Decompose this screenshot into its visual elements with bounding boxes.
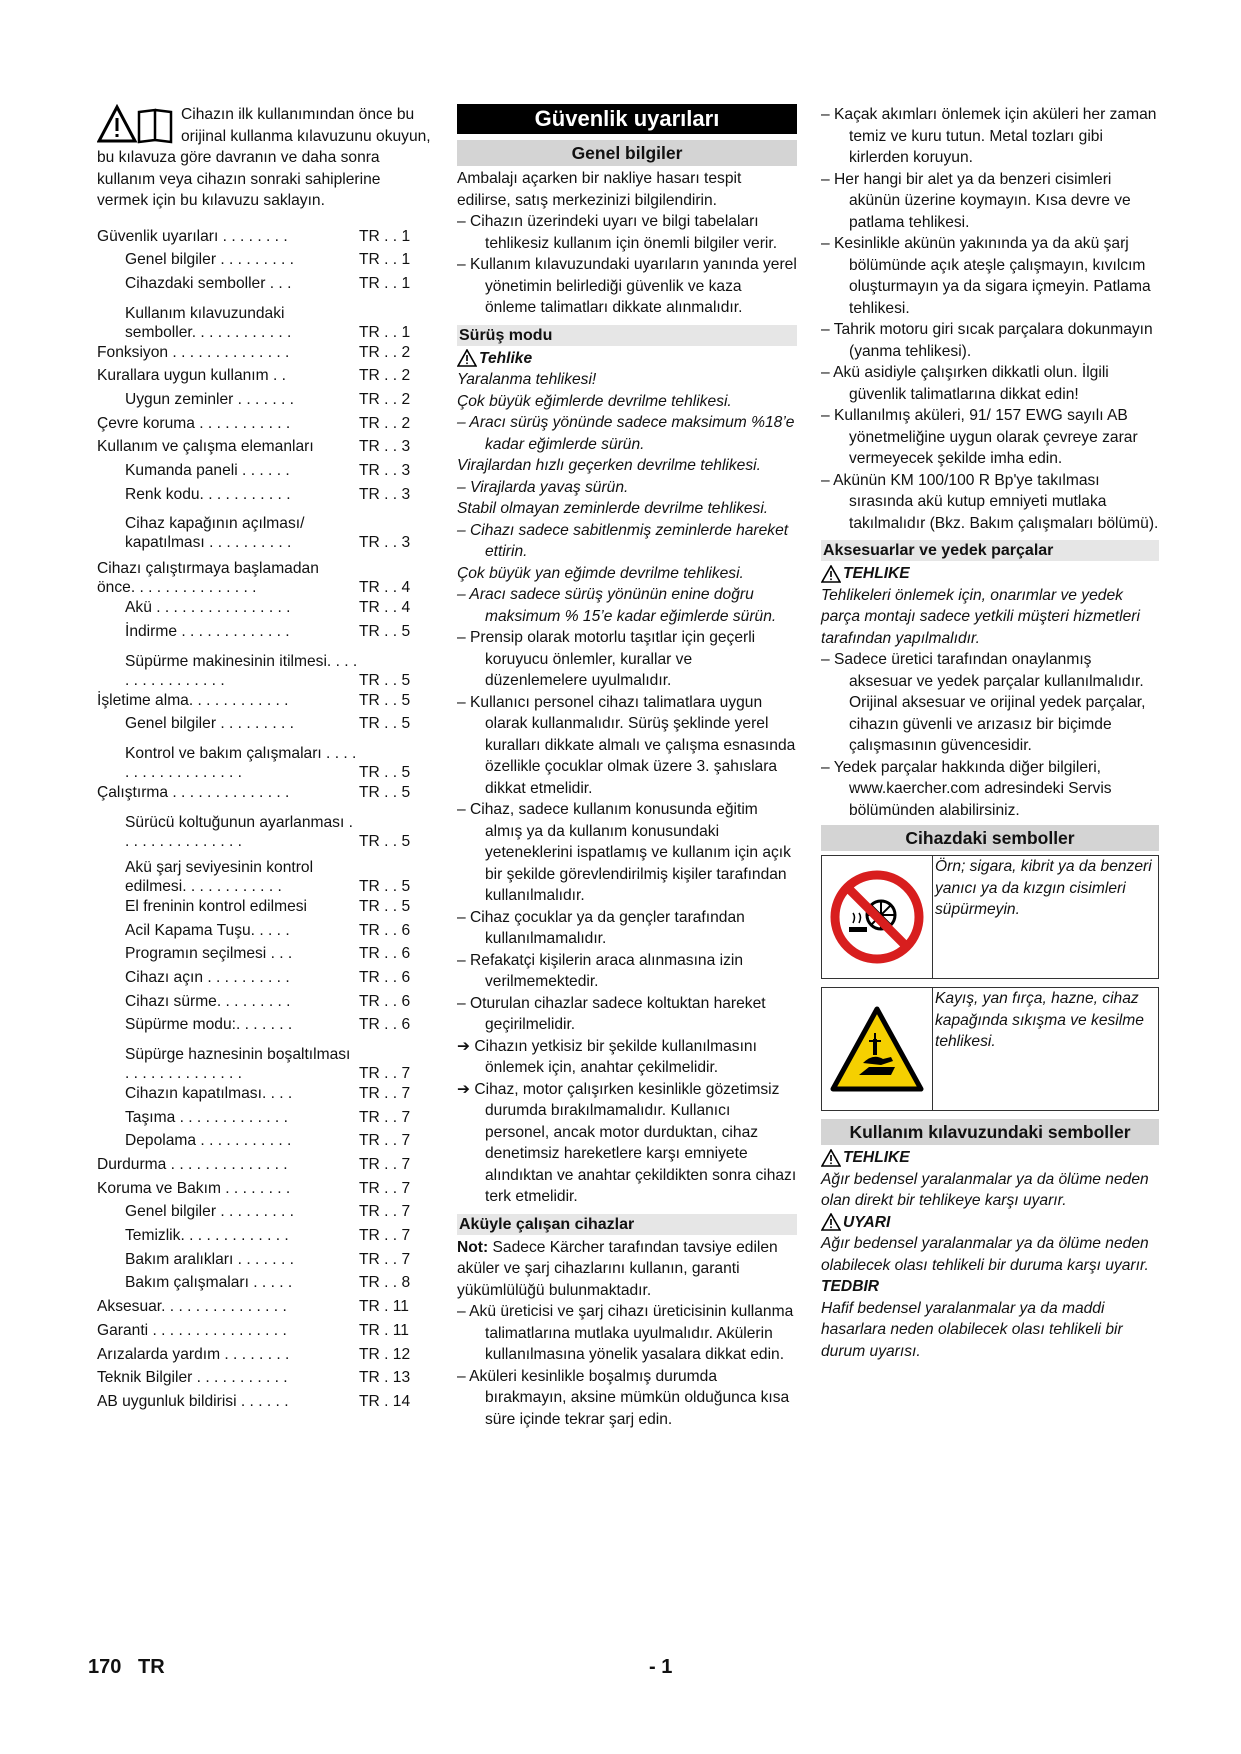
list-item: Çok büyük eğimlerde devrilme tehlikesi.: [457, 392, 732, 410]
toc-title: Koruma ve Bakım . . . . . . . .: [97, 1179, 291, 1197]
toc-entry: [97, 1249, 433, 1273]
toc-page: TR . . 3: [359, 438, 411, 456]
toc-title: Kullanım kılavuzundaki semboller. . . . . . . . . . . .: [125, 304, 292, 341]
toc-entry: [97, 365, 433, 389]
toc-title: Bakım çalışmaları . . . . .: [125, 1274, 293, 1292]
toc-entry: [97, 297, 433, 342]
drive-mode-list: [457, 369, 797, 1208]
toc-title: Kullanım ve çalışma elemanları: [97, 438, 314, 456]
heading-battery-devices: Aküyle çalışan cihazlar: [457, 1214, 797, 1235]
toc-page: TR . . 1: [359, 323, 411, 341]
list-item: – Kaçak akımları önlemek için aküleri her zaman temiz ve kuru tutun. Metal tozları gibi kirlerden koruyun.: [821, 106, 1157, 166]
danger-label: Tehlike: [457, 348, 797, 370]
toc-entry: [97, 389, 433, 413]
toc-page: TR . . 3: [359, 462, 411, 479]
toc-entry: [97, 413, 433, 437]
symbol-row: [821, 987, 1159, 1111]
toc-entry: [97, 342, 433, 366]
toc-entry: [97, 1367, 433, 1391]
no-burning-objects-icon: [822, 856, 933, 978]
caution-label: TEDBIR: [821, 1278, 880, 1295]
list-item: – Aracı sürüş yönünde sadece maksimum %18’e kadar eğimlerde sürün.: [457, 414, 795, 453]
warning-triangle-icon: [821, 1213, 841, 1231]
toc-page: TR . . 3: [359, 534, 411, 552]
toc-title: Taşıma . . . . . . . . . . . . .: [125, 1108, 288, 1126]
list-item: – Akü asidiyle çalışırken dikkatli olun. İlgili güvenlik talimatlarına dikkat edin!: [821, 364, 1109, 403]
toc-entry: [97, 1083, 433, 1107]
toc-title: Akü şarj seviyesinin kontrol edilmesi. . . . . . . . . . . .: [125, 858, 314, 895]
heading-accessories: Aksesuarlar ve yedek parçalar: [821, 540, 1159, 561]
toc-title: AB uygunluk bildirisi . . . . . .: [97, 1392, 289, 1410]
toc-page: TR . . 7: [359, 1064, 411, 1082]
list-item: – Kullanıcı personel cihazı talimatlara uygun olarak kullanmalıdır. Sürüş şeklinde yerel kuralları dikkate almalı ve çalışma esnasında özellikle çocuklar olmak üzere 3. şahıslara dikkat etmelidir.: [457, 693, 796, 797]
toc-page: TR . . 7: [359, 1203, 411, 1221]
toc-entry: [97, 806, 433, 851]
list-item: – Tahrik motoru giri sıcak parçalara dokunmayın (yanma tehlikesi).: [821, 321, 1153, 360]
warning-description: Ağır bedensel yaralanmalar ya da ölüme neden olabilecek olası tehlikeli bir duruma karşı uyarır.: [821, 1235, 1149, 1274]
toc-page: TR . . 6: [359, 921, 411, 939]
toc-entry: [97, 1130, 433, 1154]
toc-title: Uygun zeminler . . . . . . .: [125, 390, 294, 408]
toc-page: TR . . 3: [359, 485, 411, 503]
toc-page: TR . 11: [359, 1321, 409, 1339]
toc-title: Programın seçilmesi . . .: [125, 945, 293, 963]
toc-title: Süpürge haznesinin boşaltılması . . . . . . . . . . . . . .: [125, 1045, 351, 1082]
toc-title: İndirme . . . . . . . . . . . . .: [125, 623, 290, 641]
toc-title: Teknik Bilgiler . . . . . . . . . . .: [97, 1369, 288, 1387]
toc-title: Garanti . . . . . . . . . . . . . . . .: [97, 1321, 287, 1339]
toc-entry: [97, 1272, 433, 1296]
toc-page: TR . . 1: [359, 227, 411, 245]
toc-entry: [97, 1320, 433, 1344]
instruction-item: ➔ Cihaz, motor çalışırken kesinlikle gözetimsiz durumda bırakılmamalıdır. Kullanıcı personel, ancak motor durduktan, cihaz denetimsiz hareketlere karşı emniyete alındıktan ve anahtar çekildikten sonra cihazı terk etmelidir.: [457, 1080, 797, 1205]
toc-entry: [97, 713, 433, 737]
toc-entry: [97, 1201, 433, 1225]
crush-hazard-icon: [822, 988, 933, 1110]
list-item: Stabil olmayan zeminlerde devrilme tehlikesi.: [457, 500, 769, 517]
toc-page: TR . . 5: [359, 897, 411, 915]
toc-page: TR . . 5: [359, 715, 411, 733]
section-title: Güvenlik uyarıları: [457, 104, 797, 134]
toc-title: Cihazın kapatılması. . . .: [125, 1084, 293, 1102]
toc-title: Çalıştırma . . . . . . . . . . . . . .: [97, 784, 290, 802]
toc-page: TR . . 5: [359, 784, 411, 802]
toc-page: TR . . 2: [359, 343, 411, 361]
toc-page: TR . . 1: [359, 251, 411, 269]
list-item: – Cihaz, sadece kullanım konusunda eğitim almış ya da kullanım konusundaki yeteneklerini ispatlamış ve kullanım için açık bir şekilde görevlendirilmiş kişiler tarafından kullanılmalıdır.: [457, 801, 791, 904]
toc-title: Sürücü koltuğunun ayarlanması . . . . . . . . . . . . . . .: [125, 813, 353, 850]
list-item: – Sadece üretici tarafından onaylanmış aksesuar ve yedek parçalar kullanılmalıdır. Orijinal aksesuar ve orijinal yedek parçalar, cihazın güvenli ve arızasız bir biçimde çalışmasının güvencesidir.: [821, 651, 1146, 754]
heading-drive-mode: Sürüş modu: [457, 325, 797, 346]
toc-page: TR . . 4: [359, 599, 411, 617]
toc-title: Süpürme makinesinin itilmesi. . . . . . . . . . . . . . . .: [125, 652, 358, 689]
toc-page: TR . . 7: [359, 1156, 411, 1173]
toc-title: Temizlik. . . . . . . . . . . . .: [125, 1227, 289, 1245]
column-battery-symbols: [821, 104, 1159, 1362]
toc-entry: [97, 1107, 433, 1131]
toc-title: Kurallara uygun kullanım . .: [97, 367, 286, 385]
list-item: – Cihazın üzerindeki uyarı ve bilgi tabelaları tehlikesiz kullanım için önemli bilgiler verir.: [457, 213, 778, 252]
intro-paragraph: Cihazın ilk kullanımından önce bu orijinal kullanma kılavuzunu okuyun, bu kılavuza göre davranın ve daha sonra kullanım veya cihazın sonraki sahiplerine vermek için bu kılavuzu saklayın.: [97, 106, 431, 209]
table-of-contents: [97, 226, 433, 1415]
toc-page: TR . . 5: [359, 671, 411, 689]
list-item: – Cihazı sadece sabitlenmiş zeminlerde hareket ettirin.: [457, 521, 789, 560]
toc-title: Durdurma . . . . . . . . . . . . . .: [97, 1156, 288, 1173]
toc-page: TR . . 7: [359, 1179, 411, 1197]
toc-title: Genel bilgiler . . . . . . . . .: [125, 1203, 294, 1221]
toc-title: Acil Kapama Tuşu. . . . .: [125, 921, 290, 939]
general-paragraph: Ambalajı açarken bir nakliye hasarı tespit edilirse, satış merkezinizi bilgilendirin.: [457, 170, 742, 209]
toc-entry: [97, 460, 433, 484]
warning-triangle-icon: [821, 1149, 841, 1167]
list-item: – Refakatçi kişilerin araca alınmasına izin verilmemektedir.: [457, 951, 744, 990]
toc-title: Cihazdaki semboller . . .: [125, 274, 292, 292]
toc-entry: [97, 1296, 433, 1320]
list-item: – Kullanılmış aküleri, 91/ 157 EWG sayılı AB yönetmeliğine uygun olarak çevreye zarar vermeyecek şekilde imha edin.: [821, 407, 1138, 467]
list-item: – Aracı sadece sürüş yönünün enine doğru maksimum % 15’e kadar eğimlerde sürün.: [457, 586, 777, 625]
list-item: Çok büyük yan eğimde devrilme tehlikesi.: [457, 564, 744, 582]
warning-triangle-icon: [821, 565, 841, 583]
toc-title: Aksesuar. . . . . . . . . . . . . . .: [97, 1298, 287, 1316]
toc-entry: [97, 896, 433, 920]
toc-entry: [97, 484, 433, 508]
toc-title: Cihazı sürme. . . . . . . . .: [125, 992, 291, 1010]
toc-page: TR . . 7: [359, 1084, 411, 1102]
toc-page: TR . . 7: [359, 1227, 411, 1245]
toc-entry: [97, 249, 433, 273]
toc-page: TR . . 5: [359, 877, 411, 895]
toc-entry: [97, 1014, 433, 1038]
warning-label: UYARI: [821, 1212, 1159, 1234]
toc-page: TR . 11: [359, 1298, 409, 1316]
toc-title: Renk kodu. . . . . . . . . . .: [125, 485, 291, 503]
column-toc: [97, 104, 433, 1415]
danger-label: TEHLIKE: [821, 563, 1159, 585]
toc-title: Cihaz kapağının açılması/ kapatılması . . . . . . . . . .: [125, 515, 305, 552]
list-item: – Virajlarda yavaş sürün.: [457, 478, 629, 496]
toc-entry: [97, 552, 433, 597]
toc-page: TR . . 5: [359, 691, 411, 709]
accessories-warning: Tehlikeleri önlemek için, onarımlar ve yedek parça montajı sadece yetkili müşteri hizmetleri tarafından yapılmalıdır.: [821, 586, 1140, 647]
toc-entry: [97, 690, 433, 714]
heading-device-symbols: Cihazdaki semboller: [821, 825, 1159, 851]
toc-page: TR . . 8: [359, 1274, 411, 1292]
toc-page: TR . . 1: [359, 274, 411, 292]
danger-label: TEHLIKE: [821, 1147, 1159, 1169]
toc-title: El freninin kontrol edilmesi: [125, 897, 308, 915]
toc-page: TR . . 2: [359, 390, 411, 408]
toc-page: TR . . 7: [359, 1250, 411, 1268]
toc-title: Akü . . . . . . . . . . . . . . . .: [125, 599, 291, 617]
toc-entry: [97, 1154, 433, 1178]
toc-entry: [97, 851, 433, 896]
list-item: – Prensip olarak motorlu taşıtlar için geçerli koruyucu önlemler, kurallar ve düzenlemelere uyulmalıdır.: [457, 629, 756, 689]
toc-page: TR . . 5: [359, 623, 411, 641]
toc-title: Depolama . . . . . . . . . . .: [125, 1132, 292, 1150]
toc-title: İşletime alma. . . . . . . . . . . .: [97, 691, 289, 709]
toc-entry: [97, 1391, 433, 1415]
toc-page: TR . . 6: [359, 1016, 411, 1034]
toc-entry: [97, 226, 433, 250]
toc-title: Kumanda paneli . . . . . .: [125, 462, 290, 479]
sub-page-number: - 1: [649, 1656, 673, 1678]
toc-title: Genel bilgiler . . . . . . . . .: [125, 251, 294, 269]
toc-title: Genel bilgiler . . . . . . . . .: [125, 715, 294, 733]
heading-manual-symbols: Kullanım kılavuzundaki semboller: [821, 1119, 1159, 1145]
toc-page: TR . . 6: [359, 968, 411, 986]
toc-title: Süpürme modu:. . . . . . .: [125, 1016, 293, 1034]
list-item: – Akü üreticisi ve şarj cihazı üreticisinin kullanma talimatlarına mutlaka uyulmalıdır. Akülerin kullanılmasına yönelik yasalara dikkat edin.: [457, 1303, 794, 1363]
list-item: – Akünün KM 100/100 R Bp'ye takılması sırasında akü kutup emniyeti mutlaka takılmalıdır (Bkz. Bakım çalışmaları bölümü).: [821, 471, 1159, 532]
toc-page: TR . . 7: [359, 1132, 411, 1150]
toc-entry: [97, 782, 433, 806]
toc-page: TR . 13: [359, 1369, 411, 1387]
note-paragraph: Not: Sadece Kärcher tarafından tavsiye edilen aküler ve şarj cihazlarını kullanın, garanti yükümlülüğü bulunmaktadır.: [457, 1238, 778, 1299]
toc-page: TR . . 6: [359, 945, 411, 963]
toc-entry: [97, 1178, 433, 1202]
toc-entry: [97, 991, 433, 1015]
toc-page: TR . 14: [359, 1392, 411, 1410]
list-item: Yaralanma tehlikesi!: [457, 371, 597, 388]
heading-general: Genel bilgiler: [457, 140, 797, 166]
toc-title: Kontrol ve bakım çalışmaları . . . . . . . . . . . . . . . . . .: [125, 745, 357, 782]
list-item: – Kesinlikle akünün yakınında ya da akü şarj bölümünde açık ateşle çalışmayın, kıvılcım oluşturmayın ya da sigara içmeyin. Patlama tehlikesi.: [821, 235, 1151, 317]
toc-entry: [97, 943, 433, 967]
toc-entry: [97, 920, 433, 944]
list-item: – Kullanım kılavuzundaki uyarıların yanında yerel yönetimin belirlediği güvenlik ve kaza önleme talimatları dikkate alınmalıdır.: [457, 256, 797, 316]
toc-title: Çevre koruma . . . . . . . . . . .: [97, 414, 291, 432]
list-item: – Oturulan cihazlar sadece koltuktan hareket geçirilmelidir.: [457, 994, 766, 1033]
toc-entry: [97, 1225, 433, 1249]
toc-page: TR . . 5: [359, 832, 411, 850]
toc-entry: [97, 436, 433, 460]
warning-triangle-icon: [457, 349, 477, 367]
toc-title: Cihazı çalıştırmaya başlamadan önce. . . . . . . . . . . . . . .: [97, 560, 319, 597]
toc-title: Cihazı açın . . . . . . . . . .: [125, 968, 290, 986]
warning-manual-icon: [97, 104, 177, 144]
toc-entry: [97, 597, 433, 621]
danger-description: Ağır bedensel yaralanmalar ya da ölüme neden olan direkt bir tehlikeye karşı uyarır.: [821, 1170, 1149, 1209]
symbol-description: Kayış, yan fırça, hazne, cihaz kapağında sıkışma ve kesilme tehlikesi.: [935, 990, 1144, 1050]
list-item: – Cihaz çocuklar ya da gençler tarafından kullanılmamalıdır.: [457, 908, 745, 947]
toc-entry: [97, 645, 433, 690]
list-item: Virajlardan hızlı geçerken devrilme tehlikesi.: [457, 457, 761, 474]
list-item: – Aküleri kesinlikle boşalmış durumda bırakmayın, aksine mümkün olduğunca kısa süre içinde tekrar şarj edin.: [457, 1367, 790, 1428]
list-item: – Yedek parçalar hakkında diğer bilgileri, www.kaercher.com adresindeki Servis bölümünden alabilirsiniz.: [821, 758, 1112, 819]
toc-entry: [97, 507, 433, 552]
toc-title: Fonksiyon . . . . . . . . . . . . . .: [97, 343, 290, 361]
toc-title: Arızalarda yardım . . . . . . . .: [97, 1345, 290, 1363]
page-number: 170 TR: [88, 1656, 165, 1678]
toc-page: TR . . 6: [359, 992, 411, 1010]
toc-entry: [97, 1344, 433, 1368]
toc-page: TR . . 2: [359, 414, 411, 432]
list-item: – Her hangi bir alet ya da benzeri cisimleri akünün üzerine koymayın. Kısa devre ve patlama tehlikesi.: [821, 170, 1131, 231]
toc-page: TR . 12: [359, 1345, 411, 1363]
toc-page: TR . . 2: [359, 367, 411, 385]
toc-entry: [97, 273, 433, 297]
symbol-row: [821, 855, 1159, 979]
toc-entry: [97, 737, 433, 782]
toc-page: TR . . 5: [359, 764, 411, 782]
toc-page: TR . . 7: [359, 1108, 411, 1126]
toc-title: Bakım aralıkları . . . . . . .: [125, 1250, 294, 1268]
column-safety: [457, 104, 797, 1430]
toc-entry: [97, 967, 433, 991]
toc-title: Güvenlik uyarıları . . . . . . . .: [97, 227, 288, 245]
symbol-description: Örn; sigara, kibrit ya da benzeri yanıcı ya da kızgın cisimleri süpürmeyin.: [935, 858, 1152, 918]
toc-page: TR . . 4: [359, 579, 411, 597]
caution-description: Hafif bedensel yaralanmalar ya da maddi hasarlara neden olabilecek olası tehlikeli bir durum uyarısı.: [821, 1299, 1123, 1360]
toc-entry: [97, 1038, 433, 1083]
toc-entry: [97, 621, 433, 645]
instruction-item: ➔ Cihazın yetkisiz bir şekilde kullanılmasını önlemek için, anahtar çekilmelidir.: [457, 1037, 757, 1076]
